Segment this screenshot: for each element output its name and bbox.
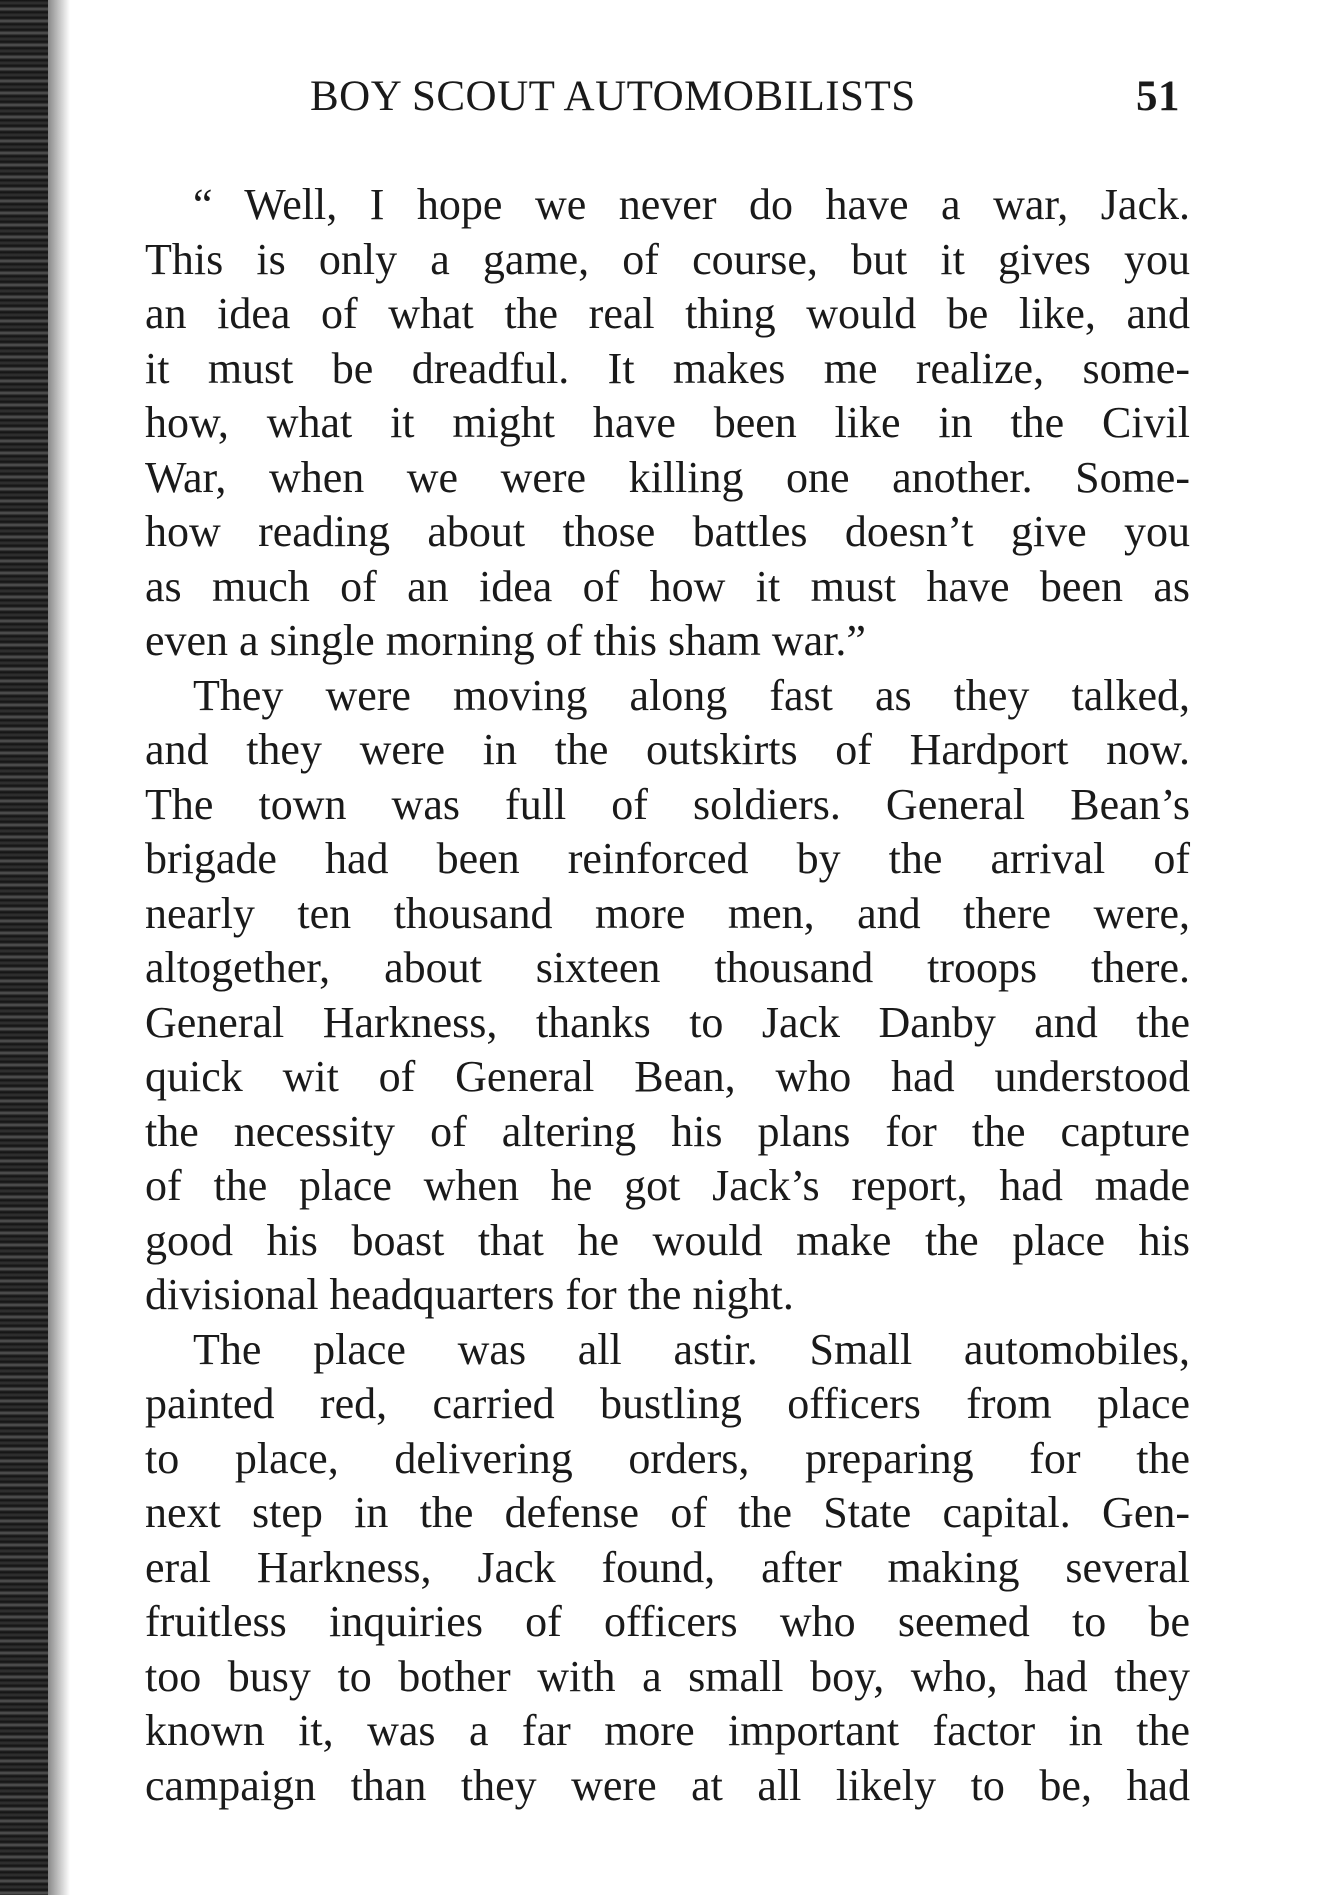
paragraph-2 bbox=[145, 669, 1190, 1323]
text-line: how, what it might have been like in the Civil bbox=[145, 398, 1190, 447]
text-line: as much of an idea of how it must have been as bbox=[145, 561, 1190, 611]
text-line: too busy to bother with a small boy, who, had they bbox=[145, 1651, 1190, 1701]
binding-shadow bbox=[48, 0, 70, 1895]
paragraph-1 bbox=[145, 178, 1190, 669]
text-line: quick wit of General Bean, who had understood bbox=[145, 1052, 1190, 1101]
text-line: This is only a game, of course, but it gives you bbox=[145, 234, 1190, 284]
binding-edge bbox=[0, 0, 48, 1895]
text-line: They were moving along fast as they talked, bbox=[193, 670, 1190, 720]
text-line: nearly ten thousand more men, and there were, bbox=[145, 888, 1190, 938]
text-line: General Harkness, thanks to Jack Danby and the bbox=[145, 997, 1190, 1047]
text-line: known it, was a far more important factor in the bbox=[145, 1706, 1190, 1755]
running-head bbox=[145, 64, 1190, 144]
running-title: BOY SCOUT AUTOMOBILISTS bbox=[310, 73, 916, 120]
text-line: campaign than they were at all likely to be, had bbox=[145, 1760, 1190, 1810]
text-line: brigade had been reinforced by the arrival of bbox=[145, 834, 1190, 883]
text-line: of the place when he got Jack’s report, had made bbox=[145, 1161, 1190, 1210]
text-line: The town was full of soldiers. General Bean’s bbox=[145, 779, 1190, 829]
text-line: an idea of what the real thing would be like, and bbox=[145, 289, 1190, 338]
text-line: and they were in the outskirts of Hardport now. bbox=[145, 725, 1190, 774]
text-line: it must be dreadful. It makes me realize, some- bbox=[145, 343, 1190, 393]
text-line: The place was all astir. Small automobiles, bbox=[193, 1324, 1190, 1374]
text-line: altogether, about sixteen thousand troops there. bbox=[145, 943, 1190, 992]
text-line: fruitless inquiries of officers who seemed to be bbox=[145, 1597, 1190, 1646]
paragraph-3 bbox=[145, 1323, 1190, 1814]
page-number: 51 bbox=[1136, 73, 1180, 120]
text-line: painted red, carried bustling officers from place bbox=[145, 1379, 1190, 1428]
text-line: good his boast that he would make the place his bbox=[145, 1215, 1190, 1265]
text-line: War, when we were killing one another. Some- bbox=[145, 452, 1190, 502]
book-page bbox=[145, 64, 1190, 1813]
text-line: the necessity of altering his plans for the capture bbox=[145, 1106, 1190, 1156]
body-text bbox=[145, 178, 1190, 1813]
text-line: eral Harkness, Jack found, after making several bbox=[145, 1542, 1190, 1592]
text-line: even a single morning of this sham war.” bbox=[145, 616, 866, 665]
text-line: “ Well, I hope we never do have a war, Jack. bbox=[193, 180, 1190, 229]
text-line: how reading about those battles doesn’t give you bbox=[145, 507, 1190, 556]
text-line: next step in the defense of the State capital. Gen- bbox=[145, 1488, 1190, 1537]
text-line: to place, delivering orders, preparing for the bbox=[145, 1433, 1190, 1483]
text-line: divisional headquarters for the night. bbox=[145, 1270, 794, 1319]
